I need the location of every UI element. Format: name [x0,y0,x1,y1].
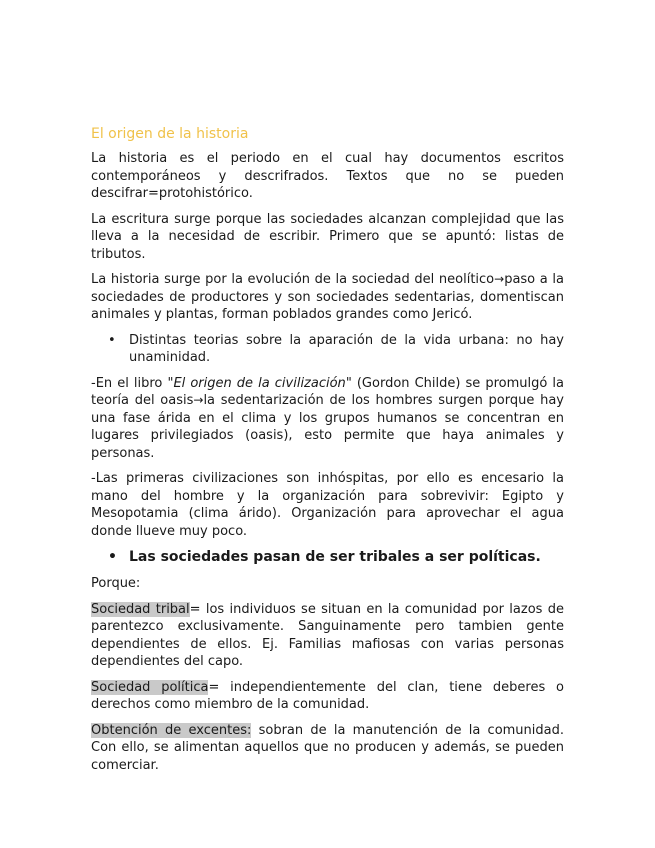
document-body [91,124,564,782]
neolitico-text-after: paso a la sociedades de productores y son sociedades sedentarias, domentiscan animales y plantas, forman poblados grandes como Jericó. [91,272,564,322]
bullet-icon: • [108,332,116,348]
definition-text: = independientemente del clan, tiene deberes o derechos como miembro de la comunidad. [91,679,564,712]
oasis-text-before: -En el libro " [91,375,174,391]
paragraph-neolitico [91,271,564,324]
oasis-text-after: la sedentarización de los hombres surgen porque hay una fase árida en el clima y los grupos humanos se concentran en lugares privilegiados (oasis), esto permite que haya animales y personas. [91,393,564,461]
paragraph-oasis-theory [91,375,564,463]
bullet-list-theories [91,332,564,367]
arrow-right-icon: → [193,393,204,407]
definition-excedentes [91,722,564,775]
definition-text: = los individuos se situan en la comunidad por lazos de parentezco exclusivamente. Sanguinamente pero tambien gente dependientes de ellos. Ej. Familias mafiosas con varias personas dependientes del capo. [91,601,565,669]
paragraph-porque: Porque: [91,576,141,591]
definition-sociedad-tribal [91,601,564,671]
list-item-text: Las sociedades pasan de ser tribales a ser políticas. [129,549,541,565]
highlighted-term: Sociedad política [91,679,209,695]
bullet-icon: • [108,549,117,565]
paragraph-escritura: La escritura surge porque las sociedades alcanzan complejidad que las lleva a la necesidad de escribir. Primero que se apuntó: listas de tributos. [91,211,564,262]
list-item [91,332,564,367]
bullet-list-societies [91,548,564,567]
highlighted-term: Obtención de excentes: [91,722,252,738]
paragraph-civilizaciones: -Las primeras civilizaciones son inhóspitas, por ello es encesario la mano del hombre y la organización para sobrevivir: Egipto y Mesopotamia (clima árido). Organización para aprovechar el agua donde llueve muy poco. [91,471,564,539]
arrow-right-icon: → [494,272,505,286]
definition-sociedad-politica [91,679,564,714]
paragraph-definition-historia: La historia es el periodo en el cual hay documentos escritos contemporáneos y descrifrados. Textos que no se pueden descifrar=protohistórico. [91,151,564,201]
definition-text: sobran de la manutención de la comunidad. Con ello, se alimentan aquellos que no producen y además, se pueden comerciar. [91,722,565,773]
oasis-text-middle: " (Gordon Childe) se promulgó la teoría del oasis [91,375,564,408]
list-item-text: Distintas teorias sobre la aparación de la vida urbana: no hay unaminidad. [129,332,564,365]
neolitico-text-before: La historia surge por la evolución de la sociedad del neolítico [91,272,495,287]
section-heading: El origen de la historia [91,126,249,142]
list-item [91,548,564,567]
book-title: El origen de la civilización [173,375,346,391]
highlighted-term: Sociedad tribal [91,601,190,617]
